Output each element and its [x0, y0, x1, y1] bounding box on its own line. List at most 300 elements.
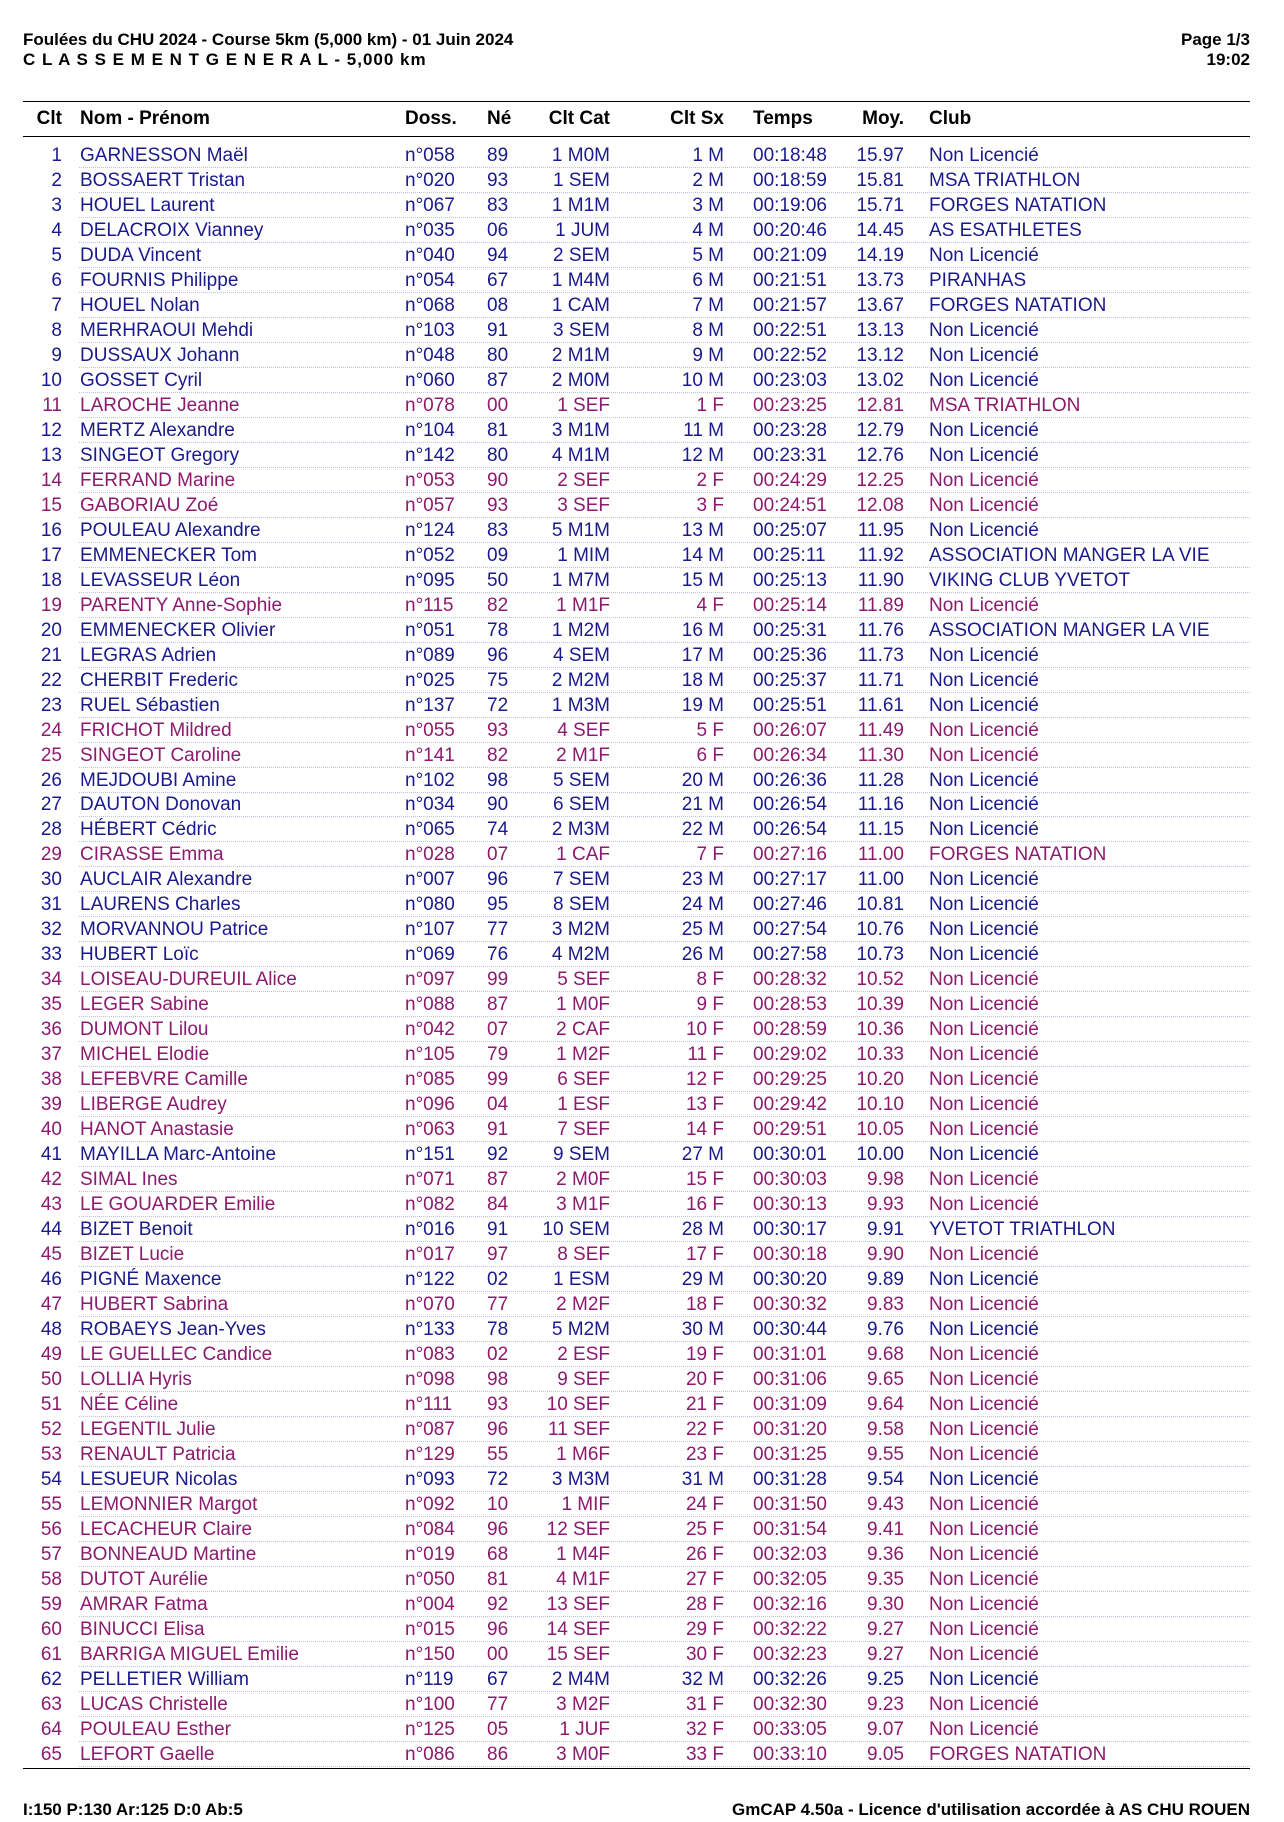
sex-rank: 2 F [696, 469, 724, 491]
average-speed: 9.64 [867, 1394, 904, 1415]
birth-year: 09 [487, 544, 509, 566]
category-rank: 11 SEF [548, 1418, 610, 1440]
average-speed: 13.13 [856, 319, 904, 341]
rank: 1 [51, 145, 62, 166]
birth-year: 04 [487, 1094, 509, 1116]
club-name: Non Licencié [929, 1693, 1039, 1715]
finish-time: 00:32:16 [753, 1593, 827, 1615]
runner-name: MAYILLA Marc-Antoine [80, 1144, 277, 1166]
finish-time: 00:22:52 [753, 344, 827, 366]
birth-year: 95 [487, 894, 509, 916]
sex-rank: 9 M [692, 344, 724, 366]
sex-rank: 6 F [696, 744, 724, 766]
club-name: Non Licencié [929, 969, 1039, 991]
birth-year: 83 [487, 194, 509, 216]
row-separator [79, 1466, 1250, 1467]
sex-rank: 21 M [681, 794, 724, 816]
finish-time: 00:26:36 [753, 769, 827, 791]
rank: 7 [51, 294, 62, 316]
finish-time: 00:32:22 [753, 1618, 827, 1640]
category-rank: 1 MIM [557, 544, 610, 566]
finish-time: 00:31:25 [753, 1443, 827, 1465]
birth-year: 77 [487, 1693, 509, 1715]
bib-number: n°082 [405, 1194, 455, 1216]
club-name: Non Licencié [929, 369, 1039, 391]
birth-year: 78 [487, 1319, 509, 1341]
finish-time: 00:32:30 [753, 1693, 827, 1715]
row-separator [79, 1616, 1250, 1617]
sex-rank: 12 M [681, 444, 724, 466]
club-name: Non Licencié [929, 1568, 1039, 1590]
table-row [0, 145, 1284, 170]
sex-rank: 3 M [692, 194, 724, 216]
average-speed: 13.02 [856, 369, 904, 391]
bib-number: n°083 [405, 1344, 455, 1366]
category-rank: 4 M2M [551, 944, 610, 966]
row-separator [79, 767, 1250, 768]
category-rank: 9 SEM [552, 1144, 610, 1166]
table-row [0, 1244, 1284, 1269]
bib-number: n°020 [405, 169, 455, 191]
club-name: Non Licencié [929, 444, 1039, 466]
category-rank: 2 ESF [557, 1344, 610, 1366]
average-speed: 11.71 [857, 669, 904, 691]
rank: 65 [40, 1743, 62, 1765]
category-rank: 3 M2F [556, 1693, 610, 1715]
average-speed: 12.81 [856, 394, 904, 416]
rank: 61 [40, 1643, 62, 1665]
table-row [0, 1344, 1284, 1369]
average-speed: 10.81 [856, 894, 904, 916]
category-rank: 3 SEM [552, 319, 610, 341]
rank: 53 [40, 1443, 62, 1465]
table-row [0, 894, 1284, 919]
table-row [0, 1444, 1284, 1469]
runner-name: LEGER Sabine [80, 994, 209, 1016]
category-rank: 1 ESF [557, 1094, 610, 1116]
category-rank: 3 M2M [551, 919, 610, 941]
rank: 29 [40, 844, 62, 866]
finish-time: 00:19:06 [753, 194, 827, 216]
birth-year: 07 [487, 844, 509, 866]
finish-time: 00:27:54 [753, 919, 827, 941]
category-rank: 5 SEF [557, 969, 610, 991]
rank: 47 [40, 1294, 62, 1316]
col-nom: Nom - Prénom [80, 108, 210, 129]
finish-time: 00:32:03 [753, 1543, 827, 1565]
average-speed: 10.33 [856, 1044, 904, 1066]
rank: 46 [40, 1269, 62, 1291]
document-subtitle: C L A S S E M E N T G E N E R A L - 5,000 km [23, 50, 427, 69]
table-header [0, 108, 1284, 134]
club-name: Non Licencié [929, 819, 1039, 841]
average-speed: 14.45 [856, 219, 904, 241]
table-row [0, 1644, 1284, 1669]
table-row [0, 1144, 1284, 1169]
runner-name: LEFORT Gaelle [80, 1743, 215, 1765]
row-separator [79, 367, 1250, 368]
club-name: Non Licencié [929, 644, 1039, 666]
club-name: Non Licencié [929, 1394, 1039, 1415]
finish-time: 00:23:31 [753, 444, 827, 466]
birth-year: 75 [487, 669, 509, 691]
row-separator [79, 742, 1250, 743]
table-row [0, 1544, 1284, 1569]
category-rank: 3 M1M [551, 419, 610, 441]
club-name: Non Licencié [929, 1543, 1039, 1565]
finish-time: 00:29:51 [753, 1119, 827, 1141]
sex-rank: 25 F [685, 1518, 724, 1540]
sex-rank: 2 M [692, 169, 724, 191]
sex-rank: 32 M [681, 1668, 724, 1690]
birth-year: 02 [487, 1269, 509, 1291]
club-name: Non Licencié [929, 1269, 1039, 1291]
table-row [0, 345, 1284, 370]
club-name: Non Licencié [929, 1244, 1039, 1266]
rank: 37 [40, 1044, 62, 1066]
table-row [0, 944, 1284, 969]
finish-time: 00:25:14 [753, 594, 827, 616]
bib-number: n°050 [405, 1568, 455, 1590]
average-speed: 9.93 [867, 1194, 904, 1216]
rank: 35 [40, 994, 62, 1016]
row-separator [79, 1116, 1250, 1117]
runner-name: POULEAU Esther [80, 1718, 231, 1740]
finish-time: 00:31:20 [753, 1418, 827, 1440]
runner-name: LAURENS Charles [80, 894, 241, 916]
average-speed: 9.58 [867, 1418, 904, 1440]
club-name: Non Licencié [929, 919, 1039, 941]
rank: 14 [40, 469, 62, 491]
row-separator [79, 1766, 1250, 1767]
bib-number: n°058 [405, 145, 455, 166]
col-doss: Doss. [405, 108, 457, 129]
table-row [0, 245, 1284, 270]
finish-time: 00:25:37 [753, 669, 827, 691]
bib-number: n°071 [405, 1169, 455, 1191]
rank: 40 [40, 1119, 62, 1141]
sex-rank: 25 M [681, 919, 724, 941]
category-rank: 1 M4M [551, 269, 610, 291]
table-row [0, 1469, 1284, 1494]
birth-year: 74 [487, 819, 509, 841]
sex-rank: 28 M [681, 1219, 724, 1241]
birth-year: 91 [487, 319, 509, 341]
row-separator [79, 542, 1250, 543]
average-speed: 9.27 [867, 1643, 904, 1665]
runner-name: POULEAU Alexandre [80, 519, 261, 541]
runner-name: HÉBERT Cédric [80, 819, 217, 841]
category-rank: 1 M7M [551, 569, 610, 591]
category-rank: 1 ESM [552, 1269, 610, 1291]
row-separator [79, 866, 1250, 867]
category-rank: 1 M2M [551, 619, 610, 641]
rank: 2 [51, 169, 62, 191]
runner-name: BOSSAERT Tristan [80, 169, 246, 191]
category-rank: 4 M1M [551, 444, 610, 466]
bib-number: n°137 [405, 694, 455, 716]
rank: 26 [40, 769, 62, 791]
finish-time: 00:25:13 [753, 569, 827, 591]
sex-rank: 5 F [696, 719, 724, 741]
table-row [0, 1519, 1284, 1544]
average-speed: 9.68 [867, 1344, 904, 1366]
table-row [0, 994, 1284, 1019]
average-speed: 9.43 [867, 1493, 904, 1515]
category-rank: 10 SEF [546, 1394, 610, 1415]
bib-number: n°142 [405, 444, 455, 466]
runner-name: RENAULT Patricia [80, 1443, 236, 1465]
rank: 49 [40, 1344, 62, 1366]
bib-number: n°092 [405, 1493, 455, 1515]
club-name: PIRANHAS [929, 269, 1027, 291]
sex-rank: 9 F [696, 994, 724, 1016]
birth-year: 80 [487, 344, 509, 366]
table-row [0, 320, 1284, 345]
runner-name: NÉE Céline [80, 1394, 179, 1415]
club-name: Non Licencié [929, 1593, 1039, 1615]
birth-year: 55 [487, 1443, 509, 1465]
bib-number: n°078 [405, 394, 455, 416]
table-row [0, 1094, 1284, 1119]
row-separator [79, 1666, 1250, 1667]
row-separator [79, 1166, 1250, 1167]
runner-name: BIZET Benoit [80, 1219, 193, 1241]
bib-number: n°086 [405, 1743, 455, 1765]
finish-time: 00:23:28 [753, 419, 827, 441]
runner-name: FRICHOT Mildred [80, 719, 232, 741]
table-row [0, 1119, 1284, 1144]
birth-year: 98 [487, 769, 509, 791]
sex-rank: 10 F [685, 1019, 724, 1041]
club-name: MSA TRIATHLON [929, 394, 1081, 416]
row-separator [79, 1091, 1250, 1092]
category-rank: 1 JUM [555, 219, 610, 241]
row-separator [79, 1016, 1250, 1017]
sex-rank: 10 M [681, 369, 724, 391]
average-speed: 9.23 [867, 1693, 904, 1715]
average-speed: 12.25 [856, 469, 904, 491]
finish-time: 00:26:34 [753, 744, 827, 766]
finish-time: 00:26:54 [753, 794, 827, 816]
runner-name: GOSSET Cyril [80, 369, 203, 391]
club-name: Non Licencié [929, 1069, 1039, 1091]
row-separator [79, 1341, 1250, 1342]
header-rule [23, 101, 1250, 102]
birth-year: 81 [487, 419, 509, 441]
runner-name: BIZET Lucie [80, 1244, 185, 1266]
table-row [0, 869, 1284, 894]
runner-name: LECACHEUR Claire [80, 1518, 253, 1540]
runner-name: LEMONNIER Margot [80, 1493, 258, 1515]
sex-rank: 23 F [685, 1443, 724, 1465]
bib-number: n°028 [405, 844, 455, 866]
runner-name: AMRAR Fatma [80, 1593, 208, 1615]
average-speed: 10.20 [856, 1069, 904, 1091]
finish-time: 00:24:29 [753, 469, 827, 491]
average-speed: 9.90 [867, 1244, 904, 1266]
club-name: Non Licencié [929, 1044, 1039, 1066]
runner-name: MERHRAOUI Mehdi [80, 319, 254, 341]
bib-number: n°087 [405, 1418, 455, 1440]
club-name: Non Licencié [929, 1493, 1039, 1515]
row-separator [79, 167, 1250, 168]
club-name: Non Licencié [929, 894, 1039, 916]
finish-time: 00:25:07 [753, 519, 827, 541]
sex-rank: 29 M [681, 1269, 724, 1291]
birth-year: 99 [487, 1069, 509, 1091]
sex-rank: 4 M [692, 219, 724, 241]
finish-time: 00:21:09 [753, 244, 827, 266]
runner-name: BINUCCI Elisa [80, 1618, 205, 1640]
finish-time: 00:20:46 [753, 219, 827, 241]
sex-rank: 14 M [681, 544, 724, 566]
rank: 38 [40, 1069, 62, 1091]
table-row [0, 445, 1284, 470]
category-rank: 3 M3M [551, 1468, 610, 1490]
sex-rank: 7 M [692, 294, 724, 316]
category-rank: 1 M1M [551, 194, 610, 216]
birth-year: 02 [487, 1344, 509, 1366]
average-speed: 9.25 [867, 1668, 904, 1690]
bib-number: n°119 [405, 1668, 454, 1690]
club-name: Non Licencié [929, 994, 1039, 1016]
rank: 41 [40, 1144, 62, 1166]
sex-rank: 19 M [681, 694, 724, 716]
finish-time: 00:18:59 [753, 169, 827, 191]
birth-year: 92 [487, 1144, 509, 1166]
average-speed: 13.67 [856, 294, 904, 316]
sex-rank: 31 M [681, 1468, 724, 1490]
finish-time: 00:23:25 [753, 394, 827, 416]
category-rank: 4 SEF [557, 719, 610, 741]
bib-number: n°019 [405, 1543, 455, 1565]
table-row [0, 1194, 1284, 1219]
category-rank: 1 M4F [556, 1543, 610, 1565]
bib-number: n°004 [405, 1593, 455, 1615]
row-separator [79, 816, 1250, 817]
runner-name: CIRASSE Emma [80, 844, 224, 866]
birth-year: 90 [487, 794, 509, 816]
runner-name: EMMENECKER Tom [80, 544, 258, 566]
average-speed: 11.76 [857, 619, 904, 641]
sex-rank: 31 F [685, 1693, 724, 1715]
runner-name: LAROCHE Jeanne [80, 394, 240, 416]
sex-rank: 20 M [681, 769, 724, 791]
col-cat: Clt Cat [548, 108, 610, 129]
runner-name: LE GOUARDER Emilie [80, 1194, 276, 1216]
average-speed: 12.76 [856, 444, 904, 466]
club-name: Non Licencié [929, 719, 1039, 741]
category-rank: 1 CAF [556, 844, 610, 866]
average-speed: 10.39 [856, 994, 904, 1016]
club-name: Non Licencié [929, 1094, 1039, 1116]
club-name: Non Licencié [929, 1418, 1039, 1440]
rank: 18 [40, 569, 62, 591]
runner-name: LEGRAS Adrien [80, 644, 217, 666]
runner-name: PIGNÉ Maxence [80, 1269, 222, 1291]
club-name: Non Licencié [929, 1144, 1039, 1166]
table-row [0, 1369, 1284, 1394]
average-speed: 9.83 [867, 1294, 904, 1316]
sex-rank: 30 F [685, 1643, 724, 1665]
birth-year: 68 [487, 1543, 509, 1565]
rank: 56 [40, 1518, 62, 1540]
bib-number: n°105 [405, 1044, 455, 1066]
table-row [0, 1669, 1284, 1694]
runner-name: HUBERT Sabrina [80, 1294, 229, 1316]
row-separator [79, 941, 1250, 942]
average-speed: 11.00 [857, 869, 904, 891]
category-rank: 2 M1F [556, 744, 610, 766]
table-row [0, 545, 1284, 570]
category-rank: 1 CAM [551, 294, 610, 316]
finish-time: 00:23:03 [753, 369, 827, 391]
rank: 36 [40, 1019, 62, 1041]
finish-time: 00:30:01 [753, 1144, 827, 1166]
average-speed: 15.71 [856, 194, 904, 216]
bib-number: n°084 [405, 1518, 455, 1540]
runner-name: FERRAND Marine [80, 469, 236, 491]
rank: 12 [40, 419, 62, 441]
rank: 43 [40, 1194, 62, 1216]
runner-name: PARENTY Anne-Sophie [80, 594, 283, 616]
club-name: Non Licencié [929, 769, 1039, 791]
average-speed: 10.36 [856, 1019, 904, 1041]
birth-year: 90 [487, 469, 509, 491]
bib-number: n°035 [405, 219, 455, 241]
row-separator [79, 642, 1250, 643]
rank: 32 [40, 919, 62, 941]
average-speed: 11.49 [857, 719, 904, 741]
row-separator [79, 692, 1250, 693]
finish-time: 00:30:20 [753, 1269, 827, 1291]
category-rank: 2 M4M [551, 1668, 610, 1690]
club-name: FORGES NATATION [929, 844, 1107, 866]
rank: 57 [40, 1543, 62, 1565]
birth-year: 96 [487, 869, 509, 891]
finish-time: 00:24:51 [753, 494, 827, 516]
rank: 39 [40, 1094, 62, 1116]
sex-rank: 20 F [685, 1369, 724, 1391]
finish-time: 00:30:13 [753, 1194, 827, 1216]
sex-rank: 7 F [696, 844, 724, 866]
birth-year: 96 [487, 644, 509, 666]
club-name: Non Licencié [929, 1718, 1039, 1740]
bib-number: n°052 [405, 544, 455, 566]
category-rank: 3 SEF [557, 494, 610, 516]
finish-time: 00:30:17 [753, 1219, 827, 1241]
runner-name: HOUEL Laurent [80, 194, 215, 216]
table-row [0, 1719, 1284, 1744]
club-name: Non Licencié [929, 494, 1039, 516]
sex-rank: 3 F [696, 494, 724, 516]
rank: 20 [40, 619, 62, 641]
average-speed: 11.15 [857, 819, 904, 841]
rank: 19 [40, 594, 62, 616]
sex-rank: 1 M [692, 145, 724, 166]
category-rank: 4 SEM [552, 644, 610, 666]
rank: 50 [40, 1369, 62, 1391]
table-row [0, 1319, 1284, 1344]
bib-number: n°133 [405, 1319, 455, 1341]
runner-name: RUEL Sébastien [80, 694, 220, 716]
average-speed: 11.90 [857, 569, 904, 591]
finish-time: 00:29:42 [753, 1094, 827, 1116]
finish-time: 00:30:44 [753, 1319, 827, 1341]
finish-time: 00:26:54 [753, 819, 827, 841]
finish-time: 00:27:58 [753, 944, 827, 966]
